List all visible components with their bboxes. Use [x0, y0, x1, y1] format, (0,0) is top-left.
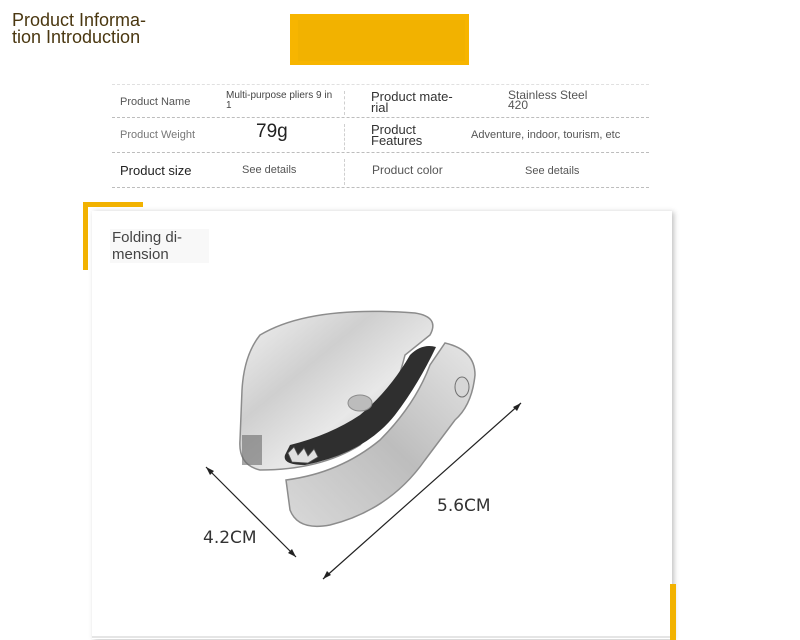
product-weight-label: Product Weight — [120, 129, 196, 141]
product-color-label: Product color — [372, 163, 443, 177]
product-material-label: Product mate- rial — [371, 89, 453, 115]
column-divider — [344, 159, 345, 185]
product-features-value: Adventure, indoor, tourism, etc — [471, 129, 621, 141]
product-size-value: See details — [242, 164, 297, 176]
header-badge — [290, 14, 469, 65]
product-name-label: Product Name — [120, 96, 191, 108]
width-dimension-label: 4.2CM — [203, 528, 257, 548]
table-row — [112, 118, 649, 153]
page-title: Product Informa- tion Introduction — [12, 10, 147, 47]
column-divider — [344, 91, 345, 115]
length-dimension-label: 5.6CM — [437, 496, 491, 516]
product-info-table — [112, 84, 649, 188]
product-size-label: Product size — [120, 163, 192, 178]
product-features-label: Product Features — [371, 122, 423, 148]
header-badge-inner — [298, 20, 465, 61]
folding-dimension-title: Folding di- mension — [110, 229, 209, 263]
product-material-value: Stainless Steel 420 — [508, 88, 588, 112]
accent-bracket-top — [83, 202, 143, 207]
product-name-value: Multi-purpose pliers 9 in 1 — [226, 90, 333, 111]
folded-pliers-image — [190, 295, 530, 595]
table-row — [112, 153, 649, 188]
pliers-body — [240, 311, 475, 526]
product-color-value: See details — [525, 165, 580, 177]
card-bottom-divider — [92, 636, 670, 638]
product-weight-value: 79g — [256, 121, 288, 142]
accent-bracket-left — [83, 202, 88, 270]
table-row — [112, 84, 649, 118]
column-divider — [344, 124, 345, 150]
accent-bracket-bottom-right — [670, 584, 676, 640]
